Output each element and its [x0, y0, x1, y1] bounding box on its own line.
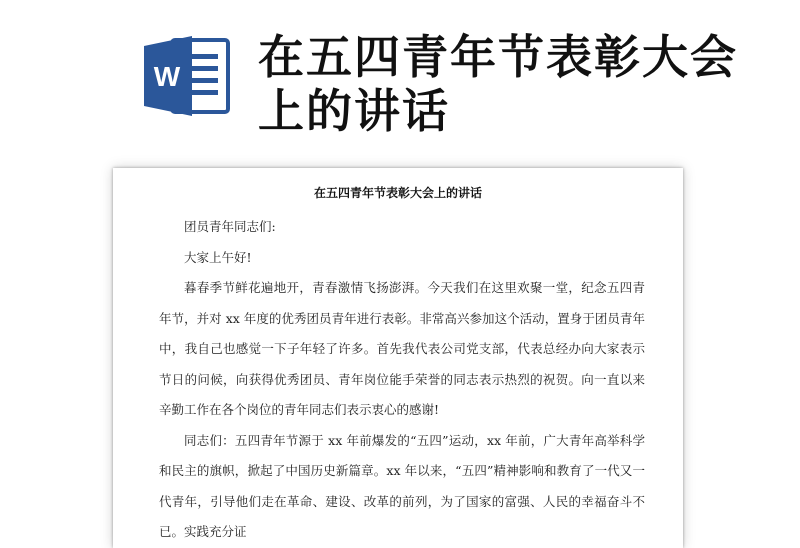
page-header	[0, 0, 800, 160]
paragraph-opening: 暮春季节鲜花遍地开，青春激情飞扬澎湃。今天我们在这里欢聚一堂，纪念五四青年节，并对 xx 年度的优秀团员青年进行表彰。非常高兴参加这个活动，置身于团员青年中，我自己也感觉一下子年轻了许多。首先我代表公司党支部，代表总经办向大家表示节日的问候，向获得优秀团员、青年岗位能手荣誉的同志表示热烈的祝贺。向一直以来辛勤工作在各个岗位的青年同志们表示衷心的感谢!	[159, 280, 645, 417]
document-title: 在五四青年节表彰大会上的讲话	[313, 186, 482, 200]
paragraph-greeting: 团员青年同志们:	[184, 219, 276, 234]
page-title: 在五四青年节表彰大会上的讲话	[258, 30, 738, 138]
document-body	[159, 212, 645, 548]
paragraph-history: 同志们：五四青年节源于 xx 年前爆发的“五四”运动，xx 年前，广大青年高举科学和民主的旗帜，掀起了中国历史新篇章。xx 年以来，“五四”精神影响和教育了一代又一代青年，引导他们走在革命、建设、改革的前列，为了国家的富强、人民的幸福奋斗不已。实践充分证	[159, 432, 645, 539]
word-document-icon	[142, 34, 232, 118]
word-logo-letter: W	[153, 61, 181, 92]
document-page	[113, 168, 683, 548]
paragraph-hello: 大家上午好!	[184, 249, 252, 265]
